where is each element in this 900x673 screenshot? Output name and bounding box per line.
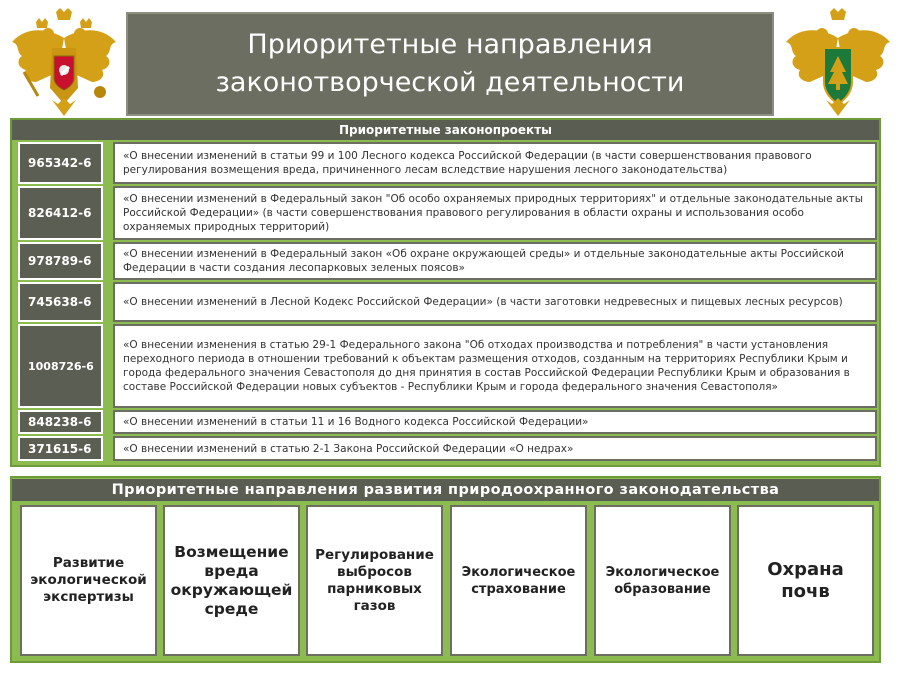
- priority-bills-header: Приоритетные законопроекты: [12, 120, 879, 140]
- russian-coat-of-arms-icon: [8, 8, 120, 118]
- bill-number: 848238-6: [18, 410, 103, 434]
- direction-label: Охрана почв: [767, 558, 844, 602]
- direction-card: [450, 505, 587, 656]
- bill-description: «О внесении изменений в статью 2-1 Закона Российской Федерации «О недрах»: [113, 436, 877, 461]
- bill-description: «О внесении изменений в статьи 99 и 100 Лесного кодекса Российской Федерации (в части совершенствования правового регулирования возмещения вреда, причиненного лесам вследствие нарушения лесного законодательства): [113, 142, 877, 184]
- bill-description: «О внесении изменений в статьи 11 и 16 Водного кодекса Российской Федерации»: [113, 410, 877, 434]
- direction-card: [163, 505, 300, 656]
- direction-card: [737, 505, 874, 656]
- bill-number: 826412-6: [18, 186, 103, 240]
- bill-number: 745638-6: [18, 282, 103, 322]
- bill-row: [18, 282, 877, 322]
- bill-description: «О внесении изменений в Федеральный закон «Об охране окружающей среды» и отдельные законодательные акты Российской Федерации в части создания лесопарковых зеленых поясов»: [113, 242, 877, 280]
- priority-directions-header: Приоритетные направления развития природоохранного законодательства: [12, 479, 879, 501]
- direction-card: [20, 505, 157, 656]
- direction-label: Регулирование выбросов парниковых газов: [315, 546, 434, 614]
- priority-bills-panel: [10, 118, 881, 467]
- bill-number: 965342-6: [18, 142, 103, 184]
- page-title-line-2: законотворческой деятельности: [215, 67, 685, 98]
- direction-label: Экологическое образование: [605, 564, 720, 597]
- bill-description: «О внесении изменений в Лесной Кодекс Российской Федерации» (в части заготовки недревесных и пищевых лесных ресурсов): [113, 282, 877, 322]
- bill-number: 978789-6: [18, 242, 103, 280]
- bill-description: «О внесении изменения в статью 29-1 Федерального закона "Об отходах производства и потребления" в части установления переходного периода в отношении требований к объектам размещения отходов, созданным на территориях Республики Крым и города федерального значения Севастополя до дня принятия в состав Российской Федерации Республики Крым и образования в составе Российской Федерации новых субъектов - Республики Крым и города федерального значения Севастополя»: [113, 324, 877, 408]
- bill-description: «О внесении изменений в Федеральный закон "Об особо охраняемых природных территориях" и отдельные законодательные акты Российской Федерации» (в части совершенствования правового регулирования в области охраны и использования особо охраняемых природных территорий): [113, 186, 877, 240]
- direction-label: Развитие экологической экспертизы: [30, 555, 147, 605]
- bill-number: 371615-6: [18, 436, 103, 461]
- bill-row: [18, 436, 877, 461]
- bill-row: [18, 142, 877, 184]
- bill-row: [18, 186, 877, 240]
- bill-row: [18, 324, 877, 408]
- priority-directions-panel: [10, 476, 881, 663]
- bill-row: [18, 242, 877, 280]
- direction-label: Экологическое страхование: [461, 564, 576, 597]
- bill-number: 1008726-6: [18, 324, 103, 408]
- title-banner: [126, 12, 774, 116]
- rosprirodnadzor-emblem-icon: [780, 8, 892, 118]
- page-title-line-1: Приоритетные направления: [247, 29, 653, 60]
- direction-card: [594, 505, 731, 656]
- bill-row: [18, 410, 877, 434]
- direction-label: Возмещение вреда окружающей среде: [170, 542, 293, 618]
- direction-card: [306, 505, 443, 656]
